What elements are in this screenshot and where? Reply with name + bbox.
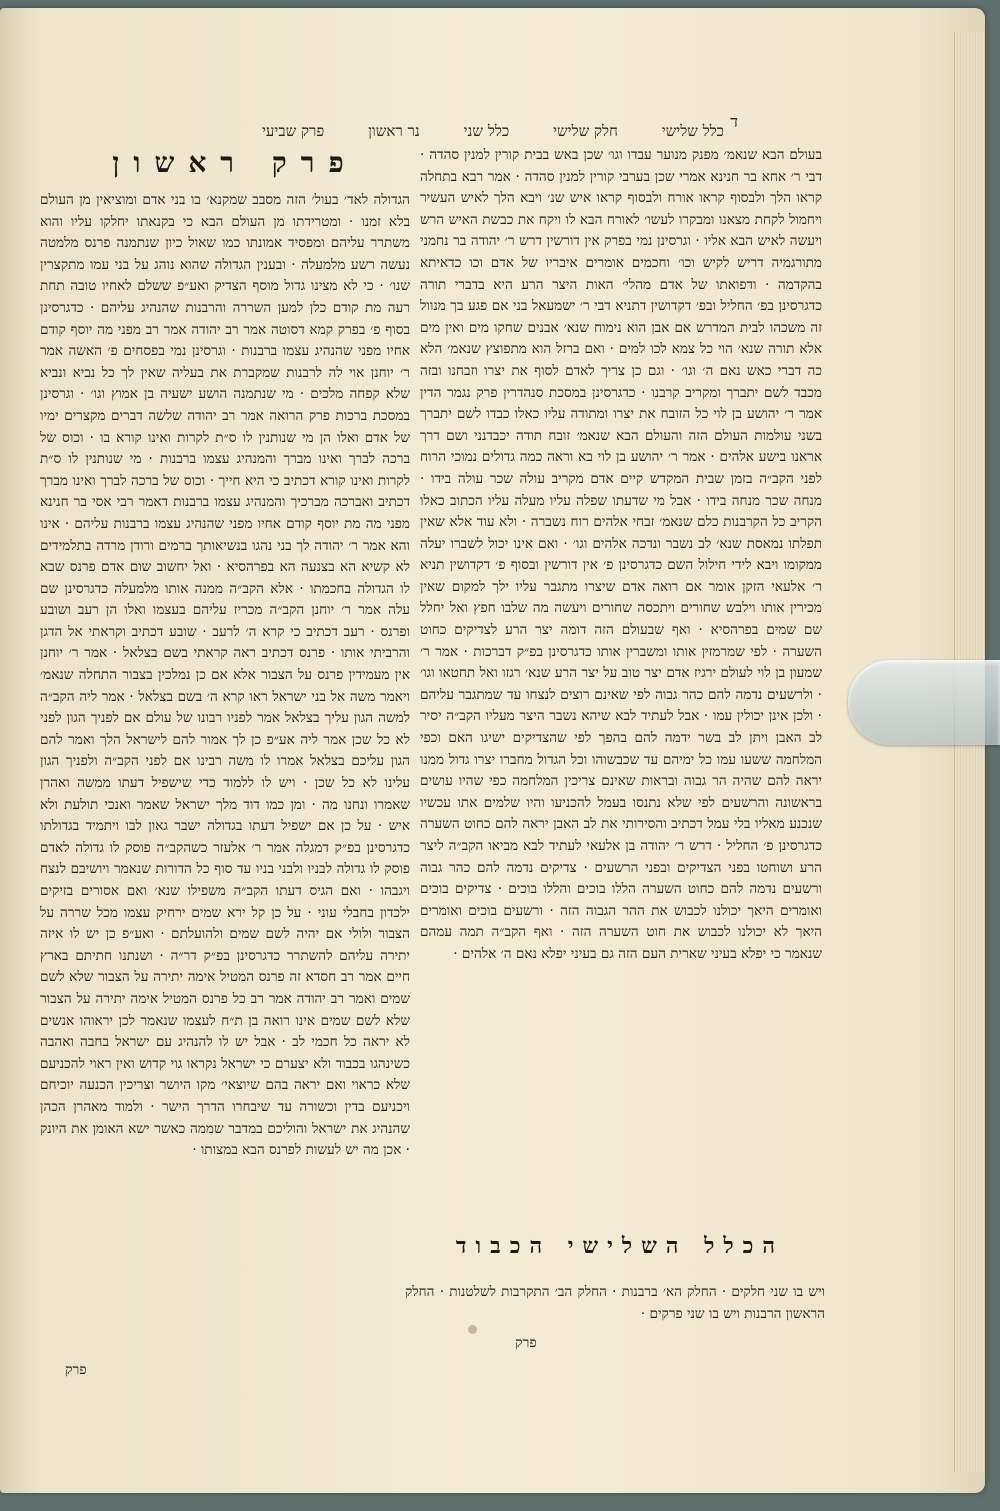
running-head-item: כלל שלישי (661, 122, 724, 140)
section-intro-text: ויש בו שני חלקים · החלק הא׳ ברבנות · החלק הב׳ התקרבות לשלטנות · החלק הראשון הרבנות ויש בו שני פרקים · (405, 1284, 825, 1322)
section-heading: הכלל השלישי הכבוד (455, 1233, 785, 1259)
running-head-item: נר ראשון (368, 122, 420, 140)
left-column (40, 190, 410, 1345)
folio-number: ד (730, 112, 738, 131)
running-head-item: חלק שלישי (553, 122, 618, 140)
page-edge (954, 32, 985, 1472)
right-column (420, 145, 822, 1225)
page-clip (848, 660, 1000, 745)
running-head-item: פרק שביעי (262, 122, 325, 140)
catchword-right: פרק (515, 1335, 537, 1351)
right-column-text: בעולם הבא שנאמ׳ מפנק מנוער עבדו וגו׳ שכן באש בבית קורין למנין סהדה · דבי ר׳ אחא בר חנינא אמרי שכן בערבי קורין למנין סהדה · אמר רבא בתחלה קראו הלך ולבסוף קראו אורח ולבסוף קראו איש שנ׳ ויבא הלך לאיש העשיר ויחמול לקחת מצאנו ומבקרו לעשו׳ לאורח הבא לו ויקח את כבשת האיש הרש ויעשה לאיש הבא אליו · וגרסינן נמי בפרק אין דורשין דרש ר׳ יהודה בר נחמני מתורגמיה דריש לקיש וכו׳ וחכמים אומרים איבריו של אדם וכו כדאיתא בהקדמה · ודפואתו של אדם מהלי׳ האות היצר הרע היא בדברי תורה כדגרסינן בפ׳ החליל ובפ׳ דקדושין דתניא דבי ר׳ ישמעאל בני אם פגע בך מנוול זה משכהו לבית המדרש אם אבן הוא נימוח שנא׳ אבנים שחקו מים ואין מים אלא תורה שנא׳ הוי כל צמא לכו למים · ואם ברזל הוא מתפוצץ שנאמ׳ הלא כה דברי כאש נאם ה׳ וגו׳ · וגם כן צריך לאדם לסוף את יצרו וזבחנו ובזה מכבד לשם יתברך ומקריב קרבנו · כדגרסינן במסכת סנהדרין פרק נגמר הדין אמר ר׳ יהושע בן לוי כל הזובח את יצרו ומתודה עליו כאלו כבדו לשם יתברך בשני עולמות העולם הזה והעולם הבא שנאמ׳ זובח תודה יכבדנני ושם דרך אראנו בישע אלהים · אמר ר׳ יהושע בן לוי בא וראה כמה גדולים נמוכי הרוח לפני הקב״ה בזמן שבית המקדש קיים אדם מקריב עולה שכר עולה בידו · מנחה שכר מנחה בידו · אבל מי שדעתו שפלה עליו מעלה עליו הכתוב כאלו הקריב כל הקרבנות כלם שנאמ׳ זבחי אלהים רוח נשברה · ולא עוד אלא שאין תפלתו נמאסת שנא׳ לב נשבר ונדכה אלהים וגו׳ · ואם אינו יכול לשברו יעלה ממקומו ויבא לידי חילול השם כדגרסינן פ׳ אין דורשין ובסוף פ׳ דקדושין תניא ר׳ אלעאי הזקן אומר אם רואה אדם שיצרו מתגבר עליו ילך למקום שאין מכירין אותו וילבש שחורים ויתכסה שחורים ויעשה מה שלבו חפץ ואל יחלל שם שמים בפרהסיא · ואף שבעולם הזה דומה יצר הרע לצדיקים כחוט השערה · לפי שמרמזין אותו ומשברין אותו כדגרסינן בפ״ק דברכות · אמר ר׳ שמעון בן לוי לעולם ירגיז אדם יצר טוב על יצר הרע שנא׳ רגזו ואל תחטאו וגו׳ · ולרשעים נדמה להם כהר גבוה לפי שאינם רוצים לנצחו עד שמתגבר עליהם · ולכן אינן יכולין עמו · אבל לעתיד לבא שיהא נשבר היצר מעליו הקב״ה יסיר לב האבן ויתן לב בשר ידמה להם בהפך לפי שהצדיקים ישיגו האם וכפי המלחמה ששעו עמו כל ימיהם עד שכבשוהו וכל הגדול מחברו יצרו גדול ממנו יראה להם שהיה הר גבוה ובראות שאינם צריכין המלחמה כפי שהיו עושים בראשונה והרשעים לפי שלא נתנסו בעמל להכניעו והיו שלמים אתו עכשיו שנכנע מאליו בלי עמל דכתיב והסירותי את לב האבן יראה להם כחוט השערה כדגרסינן פ׳ החליל · דרש ר׳ יהודה בן אלעאי לעתיד לבא מביאו הקב״ה ליצר הרע ושוחטו בפני הצדיקים ובפני הרשעים · צדיקים נדמה להם כהר גבוה ורשעים נדמה להם כחוט השערה הללו בוכים והללו בוכים · צדיקים בוכים ואומרים היאך יכולנו לכבוש את ההר הגבוה הזה · ורשעים בוכים ואומרים היאך לא יכולנו לכבוש את חוט השערה הזה · ואף הקב״ה תמה עמהם שנאמר כי יפלא בעיני שארית העם הזה גם בעיני יפלא נאם ה׳ אלהים · (420, 147, 822, 962)
chapter-heading: פרק ראשון (112, 146, 358, 179)
running-head-item: כלל שני (463, 122, 510, 140)
catchword-left: פרק (65, 1362, 87, 1378)
running-head (262, 122, 724, 142)
left-column-text: הגדולה לאד׳ בעול׳ הזה מסבב שמקנא׳ בו בני אדם ומוציאין מן העולם בלא זמנו · ומטרידתו מן העולם הבא כי בקנאתו יחלקו עליו והוא משתרר עליהם ומפסיד אמונתו כמו שאול כיון שנתמנה פרנס מלמטה נעשה רשע מלמעלה · ובענין הגדולה שהוא נוהג על בני עמו מתקצרין שנו׳ · כי לא מצינו גדול מוסף הצדיק ואע״פ ששלם לאחיו טובה תחת רעה מת קודם כלן למען השררה והרבנות שהנהיג עליהם · כדגרסינן בסוף פ׳ בפרק קמא דסוטה אמר רב יהודה אמר רב מפני מה יוסף קודם אחיו מפני שהנהיג עצמו ברבנות · וגרסינן נמי בפסחים פ׳ האשה אמר ר׳ יוחנן אוי לה לרבנות שמקברת את בעליה שאין לך כל נביא ונביא שלא קפחה מלכים · מי שנתמנה הושע ישעיה בן אמוץ וגו׳ · וגרסינן במסכת ברכות פרק הרואה אמר רב יהודה שלשה דברים מקצרים ימיו של אדם ואלו הן מי שנותנין לו ס״ת לקרות ואינו קורא בו · וכוס של ברכה לברך ואינו מברך והמנהיג עצמו ברבנות · מי שנותנין לו ס״ת לקרות ואינו קורא דכתיב כי היא חייך · וכוס של ברכה לברך ואינו מברך דכתיב ואברכה מברכיך והמנהיג עצמו ברבנות דאמר רבי אסי בר חנינא מפני מה מת יוסף קודם אחיו מפני שהנהיג עצמו ברבנות עליהם · אינו והא אמר ר׳ יהודה לך בני נהגו בנשיאותך ברמים ורודן מרדה בתלמידים לא קשיא הא בצנעה הא בפרהסיא · ואל יחשוב שום אדם פרנס שבא לו הגדולה בחכמתו · אלא הקב״ה ממנה אותו מלמעלה כדגרסינן שם עלה אמר ר׳ יוחנן הקב״ה מכריז עליהם בעצמו ואלו הן רעב ושובע ופרנס · רעב דכתיב כי קרא ה׳ לרעב · שובע דכתיב וקראתי אל הדגן והרביתי אותו · פרנס דכתיב ראה קראתי בשם בצלאל · אמר ר׳ יוחנן אין מעמידין פרנס על הצבור אלא אם כן נמלכין בצבור התחלה שנאמ׳ ויאמר משה אל בני ישראל ראו קרא ה׳ בשם בצלאל · אמר ליה הקב״ה למשה הגון עליך בצלאל אמר לפניו רבונו של עולם אם לפניך הגון לפני לא כל שכן אמר ליה אע״פ כן לך אמור להם לישראל הלך ואמר להם הגון עליכם בצלאל אמרו לו משה רבינו אם לפני הקב״ה ולפניך הגון עלינו לא כל שכן · ויש לו ללמוד כדי שישפיל דעתו ממשה ואהרן שאמרו ונחנו מה · ומן כמו דוד מלך ישראל שאמר ואנכי תולעת ולא איש · על כן אם ישפיל דעתו בגדולה ישבר גאון לבו ויתמיד בגדולתו כדגרסינן בפ״ק דמגלה אמר ר׳ אלעזר כשהקב״ה פוסק לו גדולה לאדם פוסק לו גדולה לבניו ולבני בניו עד סוף כל הדורות שנאמר ויושיבם לנצח ויגבהו · ואם הגיס דעתו הקב״ה משפילו שנא׳ ואם אסורים בזיקים ילכדון בחבלי עוני · על כן קל ירא שמים ירחיק עצמו מכל שררה על הצבור ולולי אם יהיה לשם שמים ולהועלתם · ואע״פ כן יש לו איזה יתירה עליהם להשתרר כדגרסינן בפ״ק דר״ה · ושנתנו חתיתם בארץ חיים אמר רב חסדא זה פרנס המטיל אימה יתירה על הצבור שלא לשם שמים ואמר רב יהודה אמר רב כל פרנס המטיל אימה יתירה על הצבור שלא לשם שמים אינו רואה בן ת״ח לעצמו שנאמר לכן יראוהו אנשים לא יראה כל חכמי לב · אבל יש לו להנהיג עם ישראל בחבה ואהבה כשינהגו בכבוד ולא יצערם כי ישראל נקראו גוי קדוש ואין ראוי להכניעם שלא כראוי ואם יראה בהם שיוצאי׳ מקו היושר וצריכין הכנעה יוכיחם ויכניעם בדין וכשורה עד שיבחרו הדרך הישר · ולמוד מאהרן הכהן שהנהיג את ישראל והוליכם במדבר שממה כאשר ישא האומן את היונק · אכן מה יש לעשות לפרנס הבא במצותו · (40, 192, 410, 1159)
ink-stain (468, 1325, 477, 1334)
